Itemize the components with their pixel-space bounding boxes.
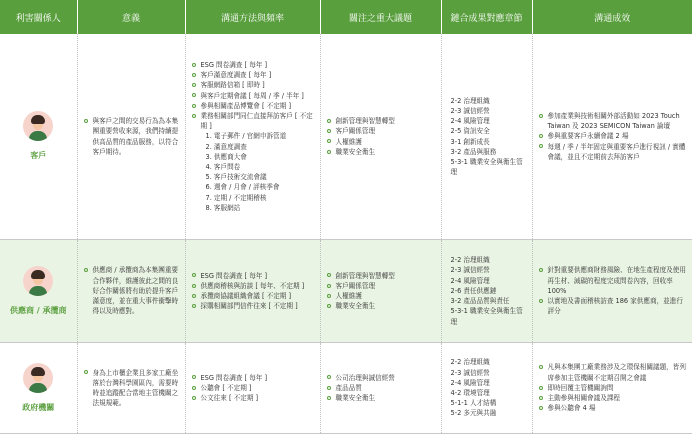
- list-item: 6. 週會 / 月會 / 評核季會: [205, 183, 280, 192]
- stakeholder-cell: [0, 343, 77, 434]
- list-item: 3-1 創新成長: [450, 137, 490, 146]
- list-item: 創新管理與智慧轉型: [327, 116, 435, 126]
- list-item: ESG 問卷調查 [ 每年 ]: [192, 60, 314, 70]
- list-item: 人權維護: [327, 137, 435, 147]
- list-item: 4. 客戶問卷: [205, 163, 241, 171]
- list-item: 創新管理與智慧轉型: [327, 271, 435, 281]
- list-item: 職業安全衛生: [327, 393, 435, 403]
- table-row: [0, 343, 692, 434]
- list-item: 5-1-1 人才結構: [450, 399, 497, 408]
- header-meaning: 意義: [77, 0, 185, 34]
- list-item: 2-4 風險管理: [450, 276, 490, 285]
- list-item: 3-2 產品品質與責任: [450, 297, 510, 306]
- list-item: 3. 供應商大會: [205, 152, 247, 161]
- list-item: 2-4 風險管理: [450, 378, 490, 387]
- list-item: 7. 定期 / 不定期稽核: [205, 193, 267, 202]
- list-item: ESG 問卷調查 [ 每年 ]: [192, 373, 314, 383]
- list-item: 5. 客戶技術交流會議: [205, 173, 267, 182]
- results-cell: [532, 343, 692, 434]
- list-item: 2-3 誠信經營: [450, 106, 490, 115]
- issues-cell: [320, 34, 441, 240]
- header-methods: 溝通方法與頻率: [185, 0, 320, 34]
- stakeholder-name: 政府機關: [22, 402, 55, 412]
- list-item: 2-3 誠信經營: [450, 266, 490, 275]
- meaning-cell: [77, 343, 185, 434]
- stakeholder-name: 客戶: [30, 151, 47, 161]
- list-item: 公聽會 [ 不定期 ]: [192, 383, 314, 393]
- meaning-cell: [77, 34, 185, 240]
- stakeholder-name: 供應商 / 承攬商: [10, 305, 67, 315]
- list-item: ESG 問卷調查 [ 每年 ]: [192, 271, 314, 281]
- list-item: 以實地及書面稽核訪查 186 家供應商，並進行評分: [539, 296, 687, 316]
- supplier-avatar-icon: [23, 266, 53, 296]
- issues-cell: [320, 240, 441, 343]
- chapters-cell: [441, 343, 532, 434]
- list-item: 供應商稽核與訪談 [ 每年、不定期 ]: [192, 281, 314, 291]
- list-item: 5-3-1 職業安全與衛生管理: [450, 307, 523, 326]
- list-item: 產品品質: [327, 383, 435, 393]
- list-item: 主動參與相關會議及課程: [539, 393, 687, 403]
- list-item: 與客戶定期會議 [ 每周 / 季 / 半年 ]: [192, 91, 314, 101]
- issues-cell: [320, 343, 441, 434]
- list-item: 公司治理與誠信經營: [327, 373, 435, 383]
- list-item: 參與公聽會 4 場: [539, 403, 687, 413]
- header-stakeholder: 利害關係人: [0, 0, 77, 34]
- list-item: 客戶關係管理: [327, 126, 435, 136]
- list-item: 與客戶之間的交易行為為本集團重要營收來源，我們持續提供高品質的產品服務，以符合客戶期待。: [84, 116, 179, 157]
- list-item: 1. 電子郵件 / 官網申訴管道: [205, 132, 287, 141]
- list-item: 2-6 責任供應鏈: [450, 286, 497, 295]
- customer-avatar-icon: [23, 111, 53, 141]
- list-item: 公文往來 [ 不定期 ]: [192, 393, 314, 403]
- list-item: 採購相關部門信件往來 [ 不定期 ]: [192, 301, 314, 311]
- chapters-cell: [441, 240, 532, 343]
- list-item: 凡與本集團工廠業務涉及之環保相關議題，皆列席參加主管機關不定期召開之會議: [539, 362, 687, 382]
- list-item: 5-2 多元與共融: [450, 409, 497, 418]
- list-item: 2-5 資訊安全: [450, 127, 490, 136]
- header-chapters: 鏈合成果對應章節: [441, 0, 532, 34]
- list-item: 2-3 誠信經營: [450, 368, 490, 377]
- table-row: [0, 34, 692, 240]
- methods-cell: [185, 34, 320, 240]
- list-item: 5-3-1 職業安全與衛生管理: [450, 157, 523, 177]
- list-item: 2-2 治理組織: [450, 256, 490, 265]
- list-item: 承攬商協議組織會議 [ 不定期 ]: [192, 291, 314, 301]
- list-item: 2-2 治理組織: [450, 96, 490, 105]
- list-item: 2-2 治理組織: [450, 358, 490, 367]
- stakeholder-cell: [0, 240, 77, 343]
- list-item: 3-2 產品與服務: [450, 147, 497, 156]
- list-item: 2-4 風險管理: [450, 117, 490, 126]
- list-item: 客服網路信箱 [ 即時 ]: [192, 80, 314, 90]
- list-item: 參加產業與技術相關外部活動如 2023 Touch Taiwan 及 2023 SEMICON Taiwan 論壇: [539, 111, 687, 131]
- list-item: 人權維護: [327, 291, 435, 301]
- list-item: 每週 / 季 / 半年固定與重要客戶進行視訊 / 實體會議，並且不定期前去拜訪客戶: [539, 142, 687, 162]
- stakeholder-cell: [0, 34, 77, 240]
- list-item: 2. 滿意度調查: [205, 142, 247, 151]
- list-item: 客戶關係管理: [327, 281, 435, 291]
- list-item: 參與相關產品博覽會 [ 不定期 ]: [192, 101, 314, 111]
- list-item: 4-2 環境管理: [450, 389, 490, 397]
- table-row: [0, 240, 692, 343]
- list-item: 業務相關部門同仁直接拜訪客戶 [ 不定期 ]: [192, 111, 314, 131]
- list-item: 即時回覆主管機關詢問: [539, 383, 687, 393]
- list-item: 針對重要供應商財務風險、在地生產程度及使用再生材、減碳的程度完成問卷內容，回收率 100%: [539, 265, 687, 296]
- list-item: 8. 客服網站: [205, 203, 241, 212]
- list-item: 供應商 / 承攬商為本集團重要合作夥伴，維護彼此之間的良好合作關係將有助於提升客戶滿意度，並在重大事件衝擊時得以及時應對。: [84, 265, 179, 316]
- list-item: 參與重要客戶永續會議 2 場: [539, 131, 687, 141]
- meaning-cell: [77, 240, 185, 343]
- list-item: 身為上市櫃企業且多家工廠坐落於台灣科學園區內，需要時時並追蹤配合當地主管機關之法規規範。: [84, 368, 179, 409]
- list-item: 客戶滿意度調查 [ 每年 ]: [192, 70, 314, 80]
- header-results: 溝通成效: [532, 0, 692, 34]
- government-avatar-icon: [23, 363, 53, 393]
- list-item: 職業安全衛生: [327, 301, 435, 311]
- header-row: [0, 0, 692, 34]
- results-cell: [532, 240, 692, 343]
- methods-cell: [185, 343, 320, 434]
- methods-cell: [185, 240, 320, 343]
- list-item: 職業安全衛生: [327, 147, 435, 157]
- chapters-cell: [441, 34, 532, 240]
- results-cell: [532, 34, 692, 240]
- header-issues: 關注之重大議題: [320, 0, 441, 34]
